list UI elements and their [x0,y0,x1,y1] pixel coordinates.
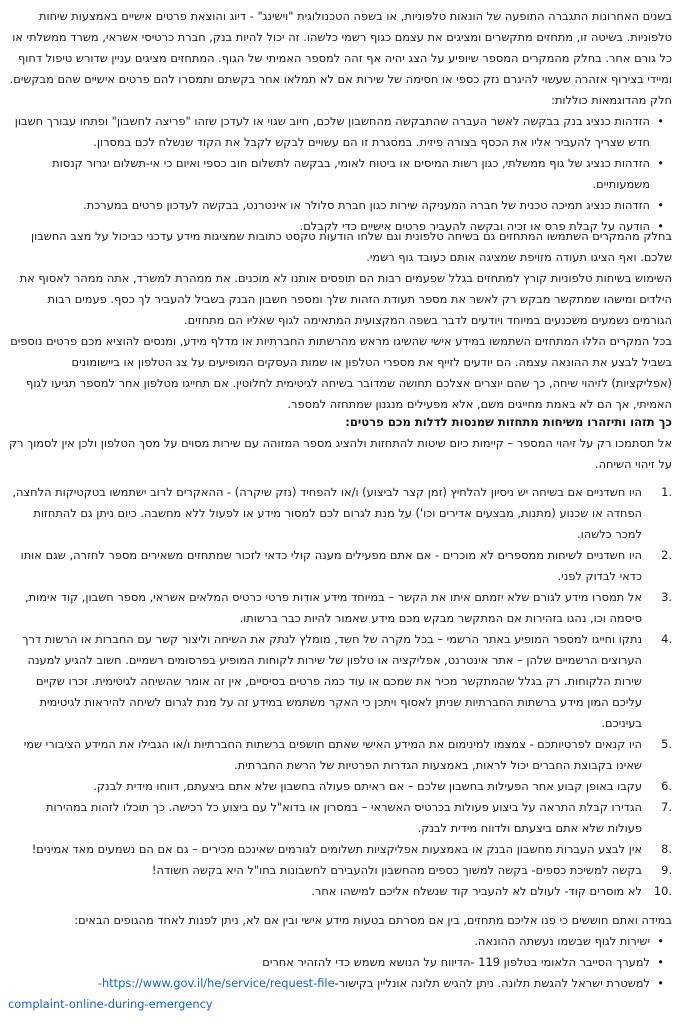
item-text: עקבו באופן קבוע אחר הפעילות בחשבון שלכם – אם ראיתם פעולה בחשבון שלא אתם ביצעתם, דווחו מידית לבנק. [93,779,642,793]
list-item [8,587,672,629]
list-item [8,734,672,776]
item-number: 5. [661,737,672,751]
list-item [8,545,672,587]
tips-section [8,412,672,475]
list-item [8,973,650,994]
complaint-link-continuation[interactable]: complaint-online-during-emergency [8,997,213,1011]
item-text: הגדירו קבלת התראה על ביצוע פעולות בכרטיס האשראי – במסרון או בדוא"ל עם ביצוע כל רכישה. כך תוכלו לזהות במהירות פעולות שלא אתם ביצעתם ולדווח מידית לבנק. [45,800,642,835]
list-item: • הזדהות כנציג של גוף ממשלתי, כגון רשות המיסים או ביטוח לאומי, בבקשה לתשלום חוב כספי ואיום כי אי-תשלום יגרור קנסות משמעותיים. [8,153,650,195]
paragraph-four: בכל המקרים הללו המתחזים השתמשו במידע אישי שהשיגו מראש מהרשתות החברתיות או מדלף מידע, ומנסים להוציא מכם פרטים נוספים בשביל לבצע את ההונאה עצמה. הם יודעים לזייף את מספרי הטלפון או שמות העסקים המופיעים על צג הטלפון או ביישומונים (אפליקציות) לזיהוי שיחה, כך שהם יוצרים אצלכם תחושה שמדובר בשיחה לגיטימית לחלוטין. אם תחייגו מטלפון אחר למספר תגיעו לגוף האמיתי, אך הם לא באמת מחייגים משם, אלא מפעילים מנגנון שמתחזה למספר. [10,334,672,411]
list-item: • הזדהות כנציג תמיכה טכנית של חברה המעניקה שירות כגון חברת סלולר או אינטרנט, בבקשה לעדכון פרטים במערכת. [8,195,650,216]
list-item [8,482,672,545]
item-number: 10. [653,884,672,898]
item-text: אל תמסרו מידע לגורם שלא יזמתם איתו את הקשר – במיוחד מידע אודות פרטי כרטיס המלאים אשראי, מספר חשבון, קוד אימות, סיסמה וכו, נהגו בזהירות אם המתקשר מבקש מכם מידע שאמור להיות כבר ברשותו. [25,590,642,625]
item-number: 7. [661,800,672,814]
list-item [8,839,672,860]
item-text: אין לבצע העברות מחשבון הבנק או באמצעות אפליקציות תשלומים לגורמים שאינכם מכירים – גם אם הם נשמעים מאד אמינים! [31,842,642,856]
item-number: 8. [661,842,672,856]
list-item: • למערך הסייבר הלאומי בטלפון 119 -הדיווח על הנושא משמש כדי להזהיר אחרים [8,952,650,973]
report-list [8,931,672,994]
report-section [8,910,672,1015]
list-item [8,860,672,881]
paragraph-two: בחלק מהמקרים השתמשו המתחזים גם בשיחה טלפונית וגם שלחו הודעות טקסט כתובות שמציגות מידע עדכני כביכול על מצב החשבון שלכם. ואף הציגו תעודה מזויפת שמציגה אותם כעובד גוף רשמי. [30,229,672,264]
tips-list [8,482,672,902]
item-text: בקשה למשיכת כספים- בקשה למשוך כספים מהחשבון ולהעבירם לחשבונות בחו"ל היא בקשה חשודה! [151,863,642,877]
examples-list [8,111,672,237]
section-heading: כך תזהו ותיזהרו משיחות מתחזות שמנסות לדלות מכם פרטים: [345,415,672,429]
body-section [8,226,672,415]
item-text: נתקו וחייגו למספר המופיע באתר הרשמי – בכל מקרה של חשד, מומלץ לנתק את השיחה וליצור קשר עם החברות או הרשות דרך הערוצים הרשמיים שלהן – אתר אינטרנט, אפליקציה או טלפון של שירות לקוחות המופיע בפרסומים רשמיים. חשוב להגיע למענה שירות הלקוחות. רק בגלל שהמתקשר מכיר את שמכם או עוד כמה פרטים בסיסיים, אין זה אומר שהשיחה לגיטימית. זכרו שקיים עליכם המון מידע ברשתות החברתיות שניתן לאסוף ויתכן כי האקר משתמש במידע זה על מנת לגרום לשיחה להיראות לגיטימית בעיניכם. [22,632,642,730]
item-text: היו קנאים לפרטיותכם - צמצמו למינימום את המידע האישי שאתם חושפים ברשתות החברתיות ו/או הגבילו את המידע הציבורי שמי שאינו בקבוצת החברים יכול לראות, באמצעות הגדרות הפרטיות של הרשת החברתית. [23,737,642,772]
list-item: • ישירות לגוף שבשמו נעשתה ההונאה. [8,931,650,952]
intro-paragraph: בשנים האחרונות התגברה התופעה של הונאות טלפוניות, או בשפה הטכנולוגית "וישינג" - דיוג והוצאת פרטים אישיים באמצעות שיחות טלפוניות. בשיטה זו, מתחזים מתקשרים ומציגים את עצמם כגוף רשמי כלשהו. זה יכול להיות בנק, חברת כרטיסי אשראי, משרד ממשלתי או כל גורם אחר. בחלק מהמקרים המספר שיופיע על הצג יהיה אף זהה למספר האמיתי של הגוף. המתחזים מציגים עניין שדורש טיפול דחוף ומיידי בצירוף אזהרה שעשוי להיגרם נזק כספי או חסימה של שירות אם לא תמלאו אחר בקשתם ותמסרו להם פרטים אישיים שהם מבקשים. חלק מהדוגמאות כוללות: [9,9,672,107]
item-number: 3. [661,590,672,604]
item-text: היו חשדניים לשיחות ממספרים לא מוכרים - אם אתם מפעילים מענה קולי כדאי לזכור שמתחזים משאירים מספר לחזרה, שגם אותו כדאי לבדוק לפני. [20,548,642,583]
intro-section [8,6,672,237]
paragraph-three: השימוש בשיחות טלפוניות קורץ למתחזים בגלל שפעמים רבות הם תופסים אותנו לא מוכנים. את ממהרת למשרד, אתה ממהר לאסוף את הילדים ומישהו שמתקשר מבקש רק לאשר את מספר תעודת הזהות שלך ומספר חשבון הבנק בשביל להעביר לך כסף. פעמים רבות הגורמים נשמעים משכנעים במיוחד ויודעים לדבר בשפה המקצועית המתאימה לגוף שאליו הם מתחזים. [19,271,672,327]
list-item [8,881,672,902]
list-item: • הודעה על קבלת פרס או זכיה ובקשה להעביר פרטים אישיים כדי לקבלם. [8,216,650,237]
list-item [8,776,672,797]
complaint-link[interactable]: https://www.gov.il/he/service/request-file- [97,976,335,990]
list-item [8,797,672,839]
section-lead: אל תסתמכו רק על זיהוי המספר – קיימות כיום שיטות להתחזות ולהציג מספר המזוהה עם שירות מסוים על מסך הטלפון ולכן אין לסמוך רק על זיהוי השיחה. [8,436,672,471]
list-item: • הזדהות כנציג בנק בבקשה לאשר העברה שהתבקשה מהחשבון שלכם, חיוב שגוי או לעדכן שזהו "פריצה לחשבון" ופתחו עבורך חשבון חדש שצריך להעביר אליו את הכסף בצורה פיזית. במסגרת זו הם עשויים לבקש לקבל את הקוד שנשלח לכם במסרון. [8,111,650,153]
item-number: 4. [661,632,672,646]
item-number: 2. [661,548,672,562]
closing-lead: במידה ואתם חוששים כי פנו אליכם מתחזים, בין אם מסרתם בטעות מידע אישי ובין אם לא, ניתן לפנות לאחד מהגופים הבאים: [74,913,672,927]
police-complaint-text: למשטרת ישראל להגשת תלונה. ניתן להגיש תלונה אונליין בקישור- [334,976,650,990]
item-text: היו חשדניים אם בשיחה יש ניסיון להלחיץ (זמן קצר לביצוע) ו/או להפחיד (נזק שיקרה) - ההאקרים לרוב ישתמשו בטקטיקות הלחצה, הפחדה או שכנוע (מתנות, מבצעים אדירים וכו') על מנת לגרום לכם למסור מידע או לפעול ללא מחשבה. כיום ניתן גם להתחזות למכר כלשהו. [12,485,642,541]
tips-list-section [8,482,672,902]
item-number: 1. [661,485,672,499]
item-number: 6. [661,779,672,793]
item-number: 9. [661,863,672,877]
item-text: לא מוסרים קוד- לעולם לא להעביר קוד שנשלח אליכם למישהו אחר. [311,884,642,898]
list-item [8,629,672,734]
